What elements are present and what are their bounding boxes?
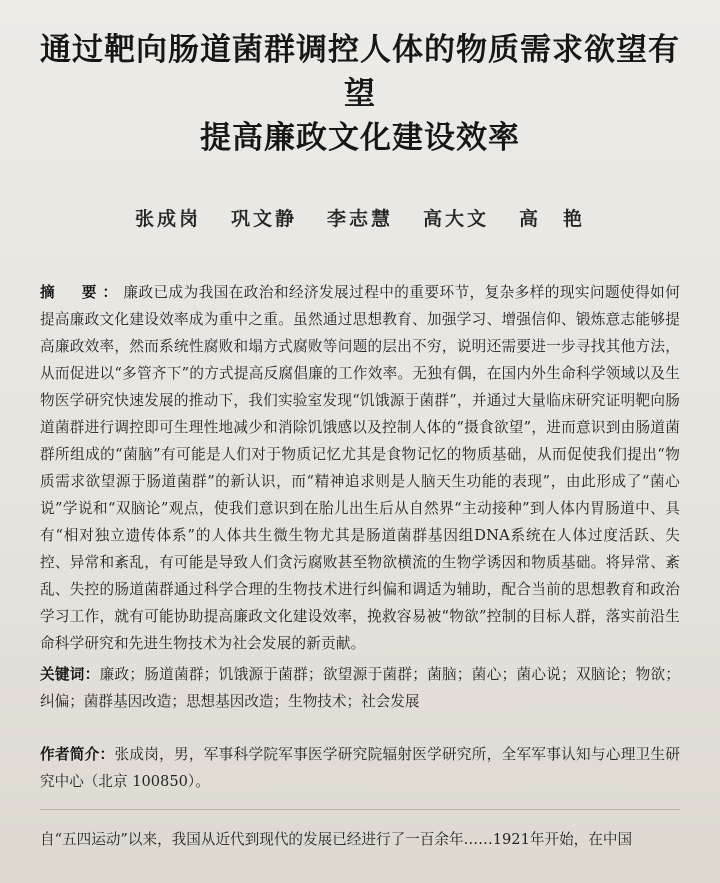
abstract-section xyxy=(40,279,680,657)
abstract-label: 摘 要： xyxy=(40,284,124,301)
author-list xyxy=(40,204,680,231)
abstract-text: 廉政已成为我国在政治和经济发展过程中的重要环节，复杂多样的现实问题使得如何提高廉政文化建设效率成为重中之重。虽然通过思想教育、加强学习、增强信仰、锻炼意志能够提高廉政效率，然而系统性腐败和塌方式腐败等问题的层出不穷，说明还需要进一步寻找其他方法，从而促进以“多管齐下”的方式提高反腐倡廉的工作效率。无独有偶，在国内外生命科学领域以及生物医学研究快速发展的推动下，我们实验室发现“饥饿源于菌群”，并通过大量临床研究证明靶向肠道菌群进行调控即可生理性地减少和消除饥饿感以及控制人体的“摄食欲望”，进而意识到由肠道菌群所组成的“菌脑”有可能是人们对于物质记忆尤其是食物记忆的物质基础，从而促使我们提出“物质需求欲望源于肠道菌群”的新认识，而“精神追求则是人脑天生功能的表现”，由此形成了“菌心说”学说和“双脑论”观点，使我们意识到在胎儿出生后从自然界“主动接种”到人体内胃肠道中、具有“相对独立遗传体系”的人体共生微生物尤其是肠道菌群基因组DNA系统在人体过度活跃、失控、异常和紊乱，有可能是导致人们贪污腐败甚至物欲横流的生物学诱因和物质基础。将异常、紊乱、失控的肠道菌群通过科学合理的生物技术进行纠偏和调适为辅助，配合当前的思想教育和政治学习工作，就有可能协助提高廉政文化建设效率，挽救容易被“物欲”控制的目标人群，落实前沿生命科学研究和先进生物技术为社会发展的新贡献。 xyxy=(40,284,680,652)
paper-title-line-2: 提高廉政文化建设效率 xyxy=(200,120,520,156)
keywords-label: 关键词： xyxy=(40,666,100,683)
body-paragraph-start: 自“五四运动”以来，我国从近代到现代的发展已经进行了一百余年……1921年开始，在中国 xyxy=(40,831,633,848)
author-name: 高大文 xyxy=(423,208,490,230)
section-divider xyxy=(40,809,680,810)
keywords-text: 廉政；肠道菌群；饥饿源于菌群；欲望源于菌群；菌脑；菌心；菌心说；双脑论；物欲；纠偏；菌群基因改造；思想基因改造；生物技术；社会发展 xyxy=(40,666,680,710)
author-intro-section xyxy=(40,741,680,795)
author-name: 巩文静 xyxy=(230,208,297,230)
author-name: 李志慧 xyxy=(326,208,393,230)
author-name: 张成岗 xyxy=(134,208,201,230)
keywords-section xyxy=(40,661,680,715)
paper-title xyxy=(40,28,680,160)
author-intro-label: 作者简介： xyxy=(40,746,115,763)
author-intro-text: 张成岗，男，军事科学院军事医学研究院辐射医学研究所，全军军事认知与心理卫生研究中心（北京 100850）。 xyxy=(40,746,680,790)
paper-title-line-1: 通过靶向肠道菌群调控人体的物质需求欲望有望 xyxy=(40,32,680,112)
author-name: 高 艳 xyxy=(519,208,586,230)
